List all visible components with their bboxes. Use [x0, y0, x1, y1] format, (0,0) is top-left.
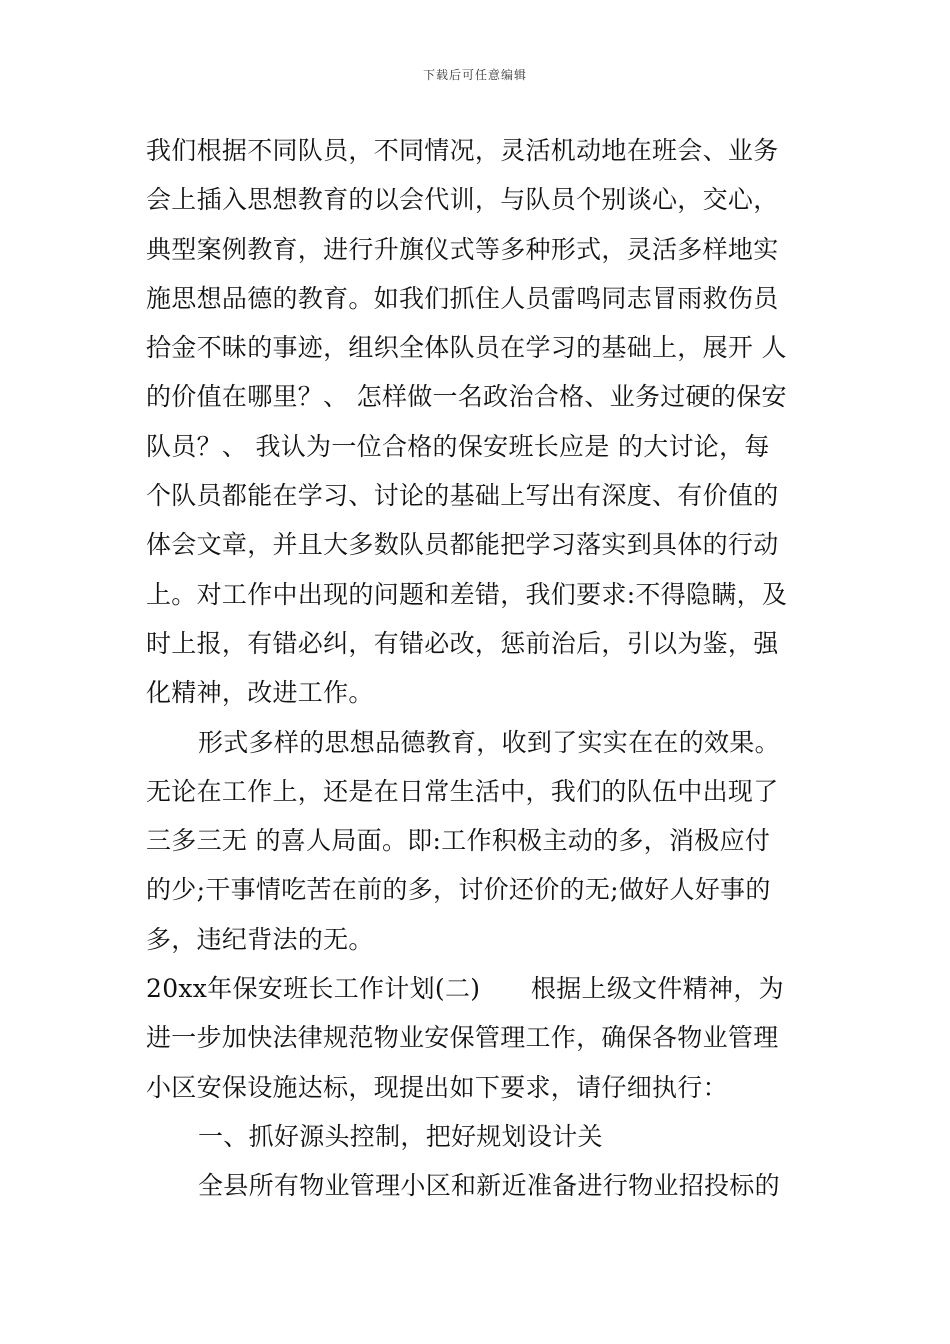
paragraph-start-line: 形式多样的思想品德教育，收到了实实在在的效果。 — [198, 727, 780, 757]
text-line: 进一步加快法律规范物业安保管理工作，确保各物业管理 — [146, 1023, 779, 1053]
text-line: 队员？、 我认为一位合格的保安班长应是 的大讨论，每 — [146, 431, 770, 461]
text-line: 的少;干事情吃苦在前的多，讨价还价的无;做好人好事的 — [146, 875, 771, 905]
subheading-line: 一、抓好源头控制，把好规划设计关 — [198, 1121, 603, 1151]
page-header: 下载后可任意编辑 — [422, 68, 527, 82]
text-line: 化精神，改进工作。 — [146, 678, 374, 708]
section-title-line: 20xx年保安班长工作计划(二) 根据上级文件精神，为 — [146, 974, 784, 1004]
document-body — [146, 126, 806, 1211]
text-line: 多，违纪背法的无。 — [146, 924, 374, 954]
text-line: 无论在工作上，还是在日常生活中，我们的队伍中出现了 — [146, 776, 779, 806]
text-line: 会上插入思想教育的以会代训，与队员个别谈心，交心， — [146, 185, 779, 215]
text-line: 拾金不昧的事迹，组织全体队员在学习的基础上，展开 人 — [146, 333, 787, 363]
text-line: 小区安保设施达标，现提出如下要求，请仔细执行： — [146, 1072, 728, 1102]
text-line: 时上报，有错必纠，有错必改，惩前治后，引以为鉴，强 — [146, 628, 779, 658]
text-line: 三多三无 的喜人局面。即:工作积极主动的多，消极应付 — [146, 826, 771, 856]
text-line: 上。对工作中出现的问题和差错，我们要求:不得隐瞒，及 — [146, 579, 788, 609]
text-line: 的价值在哪里？、 怎样做一名政治合格、业务过硬的保安 — [146, 382, 787, 412]
text-line: 我们根据不同队员，不同情况，灵活机动地在班会、业务 — [146, 136, 779, 165]
text-line: 典型案例教育，进行升旗仪式等多种形式，灵活多样地实 — [146, 234, 779, 264]
text-line: 个队员都能在学习、讨论的基础上写出有深度、有价值的 — [146, 481, 779, 511]
text-line: 体会文章，并且大多数队员都能把学习落实到具体的行动 — [146, 530, 779, 560]
text-line: 施思想品德的教育。如我们抓住人员雷鸣同志冒雨救伤员 — [146, 283, 779, 313]
paragraph-start-line: 全县所有物业管理小区和新近准备进行物业招投标的 — [198, 1171, 780, 1201]
